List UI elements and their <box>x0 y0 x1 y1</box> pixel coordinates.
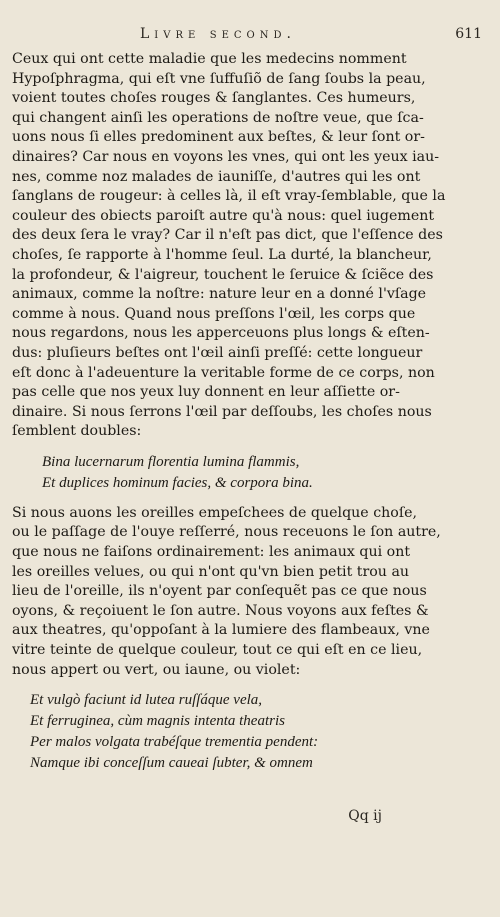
text-line: animaux, comme la noſtre: nature leur en a donné l'vſage <box>12 286 427 303</box>
text-line: pas celle que nos yeux luy donnent en leur aſſiette or- <box>12 384 400 401</box>
text-line: uons nous ſi elles predominent aux beſtes, & leur ſont or- <box>12 129 425 146</box>
text-line: lieu de l'oreille, ils n'oyent par conſequẽt pas ce que nous <box>12 583 427 600</box>
verse-line: Et ferruginea, cùm magnis intenta theatris <box>30 713 285 730</box>
text-line: dinaire. Si nous ſerrons l'œil par deſſoubs, les choſes nous <box>12 403 432 420</box>
text-line: des deux ſera le vray? Car il n'eſt pas dict, que l'eſſence des <box>12 227 443 244</box>
text-line: la profondeur, & l'aigreur, touchent le ſeruice & ſciẽce des <box>12 266 434 283</box>
text-line: Ceux qui ont cette maladie que les medecins nomment <box>12 51 407 67</box>
text-line: oyons, & reçoiuent le ſon autre. Nous voyons aux feſtes & <box>12 602 429 619</box>
verse-line: Per malos volgata trabéſque trementia pendent: <box>30 734 319 751</box>
verse-line: Namque ibi conceſſum caueai ſubter, & omnem <box>30 755 313 772</box>
verse-quotation-2 <box>30 690 488 774</box>
text-line: aux theatres, qu'oppoſant à la lumiere des flambeaux, vne <box>12 622 430 639</box>
text-line: ſanglans de rougeur: à celles là, il eſt vray-ſemblable, que la <box>12 188 446 205</box>
text-line: choſes, ſe rapporte à l'homme ſeul. La durté, la blancheur, <box>12 246 432 263</box>
page-header <box>0 26 500 48</box>
verse-line: Bina lucernarum florentia lumina flammis, <box>42 453 300 470</box>
text-line: couleur des obiects paroiſt autre qu'à nous: quel iugement <box>12 207 435 224</box>
verse-line: Et vulgò faciunt id lutea ruſſáque vela, <box>30 692 263 709</box>
text-line: nous appert ou vert, ou iaune, ou violet: <box>12 661 301 678</box>
text-line: voient toutes choſes rouges & ſanglantes. Ces humeurs, <box>12 90 416 107</box>
text-line: nes, comme noz malades de iauniſſe, d'autres qui les ont <box>12 168 421 185</box>
text-line: dinaires? Car nous en voyons les vnes, qui ont les yeux iau- <box>12 148 440 165</box>
running-head: Livre second. <box>140 26 296 42</box>
text-line: vitre teinte de quelque couleur, tout ce qui eſt en ce lieu, <box>12 642 423 659</box>
verse-quotation-1 <box>42 452 488 494</box>
text-line: eſt donc à l'adeuenture la veritable forme de ce corps, non <box>12 364 435 381</box>
text-line: Si nous auons les oreilles empeſchees de quelque choſe, <box>12 504 417 521</box>
paragraph-1 <box>12 50 488 442</box>
text-line: nous regardons, nous les apperceuons plus longs & eſten- <box>12 325 430 342</box>
paragraph-2 <box>12 504 488 680</box>
text-line: dus: pluſieurs beſtes ont l'œil ainſi preſſé: cette longueur <box>12 344 423 361</box>
verse-line: Et duplices hominum facies, & corpora bina. <box>42 474 313 491</box>
text-line: que nous ne faiſons ordinairement: les animaux qui ont <box>12 544 411 561</box>
text-line: ſemblent doubles: <box>12 423 142 440</box>
page-number: 611 <box>455 26 482 42</box>
page-body <box>12 50 488 784</box>
text-line: les oreilles velues, ou qui n'ont qu'vn bien petit trou au <box>12 563 410 580</box>
text-line: qui changent ainſi les operations de noſtre veue, que ſca- <box>12 109 424 126</box>
text-line: Hypoſphragma, qui eſt vne ſuffuſiõ de ſang ſoubs la peau, <box>12 70 426 87</box>
text-line: ou le paſſage de l'ouye reſſerré, nous receuons le ſon autre, <box>12 524 441 541</box>
text-line: comme à nous. Quand nous preſſons l'œil, les corps que <box>12 305 416 322</box>
signature-mark: Qq ij <box>348 808 382 824</box>
